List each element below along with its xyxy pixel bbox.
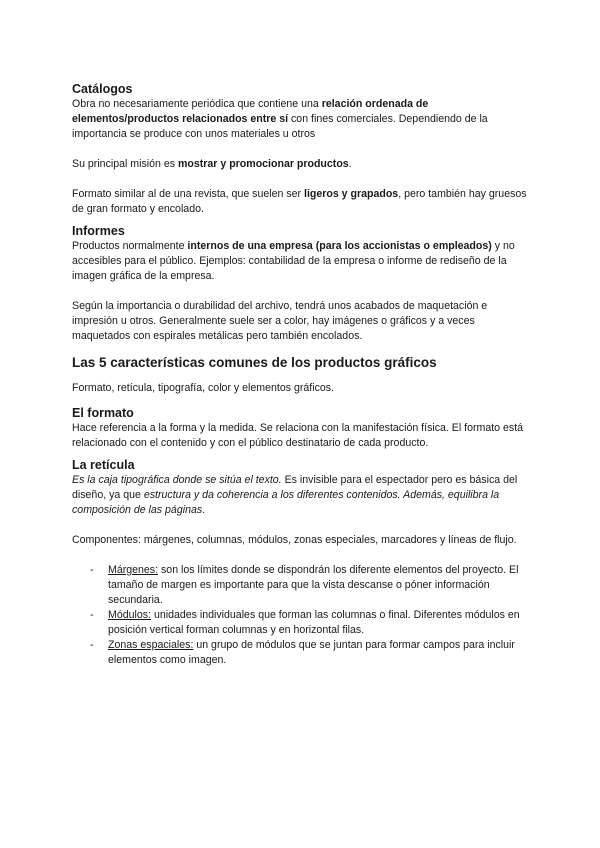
section-title-formato: El formato <box>72 406 134 420</box>
catalogos-paragraph-2: Su principal misión es mostrar y promocionar productos. <box>72 158 352 170</box>
formato-text: Hace referencia a la forma y la medida. Se relaciona con la manifestación física. El formato está relacionado con el contenido y con el público destinatario de cada producto. <box>72 422 524 449</box>
catalogos-paragraph-3: Formato similar al de una revista, que suelen ser ligeros y grapados, pero también hay gruesos de gran formato y encolado. <box>72 188 527 215</box>
section-title-informes: Informes <box>72 224 125 238</box>
section-title-catalogos: Catálogos <box>72 82 133 96</box>
list-item: - Módulos: unidades individuales que forman las columnas o final. Diferentes módulos en posición vertical forman columnas y en horizontal filas. <box>90 609 520 636</box>
reticula-paragraph-2: Componentes: márgenes, columnas, módulos, zonas especiales, marcadores y líneas de flujo. <box>72 534 517 546</box>
document-page <box>72 82 532 668</box>
informes-paragraph-2: Según la importancia o durabilidad del archivo, tendrá unos acabados de maquetación e impresión u otros. Generalmente suele ser a color, hay imágenes o gráficos y a veces maquetados con espirales metálicas pero también encolados. <box>72 300 488 342</box>
section-title-reticula: La retícula <box>72 458 135 472</box>
caracteristicas-text: Formato, retícula, tipografía, color y elementos gráficos. <box>72 382 335 394</box>
reticula-paragraph-1: Es la caja tipográfica donde se sitúa el texto. Es invisible para el espectador pero es básica del diseño, ya que estructura y da coherencia a los diferentes contenidos. Además, equilibra la composición de las páginas. <box>72 474 518 516</box>
list-item: - Zonas espaciales: un grupo de módulos que se juntan para formar campos para incluir elementos como imagen. <box>90 639 515 666</box>
catalogos-paragraph-1: Obra no necesariamente periódica que contiene una relación ordenada de elementos/productos relacionados entre sí con fines comerciales. Dependiendo de la importancia se produce con unos materiales u otros <box>72 98 488 140</box>
informes-paragraph-1: Productos normalmente internos de una empresa (para los accionistas o empleados) y no accesibles para el público. Ejemplos: contabilidad de la empresa o informe de rediseño de la imagen gráfica de la empresa. <box>72 240 515 282</box>
componentes-list <box>72 563 532 668</box>
section-title-caracteristicas: Las 5 características comunes de los productos gráficos <box>72 355 437 370</box>
list-item: - Márgenes: son los límites donde se dispondrán los diferente elementos del proyecto. El tamaño de margen es importante para que la vista descanse o póner información secundaria. <box>90 564 519 606</box>
